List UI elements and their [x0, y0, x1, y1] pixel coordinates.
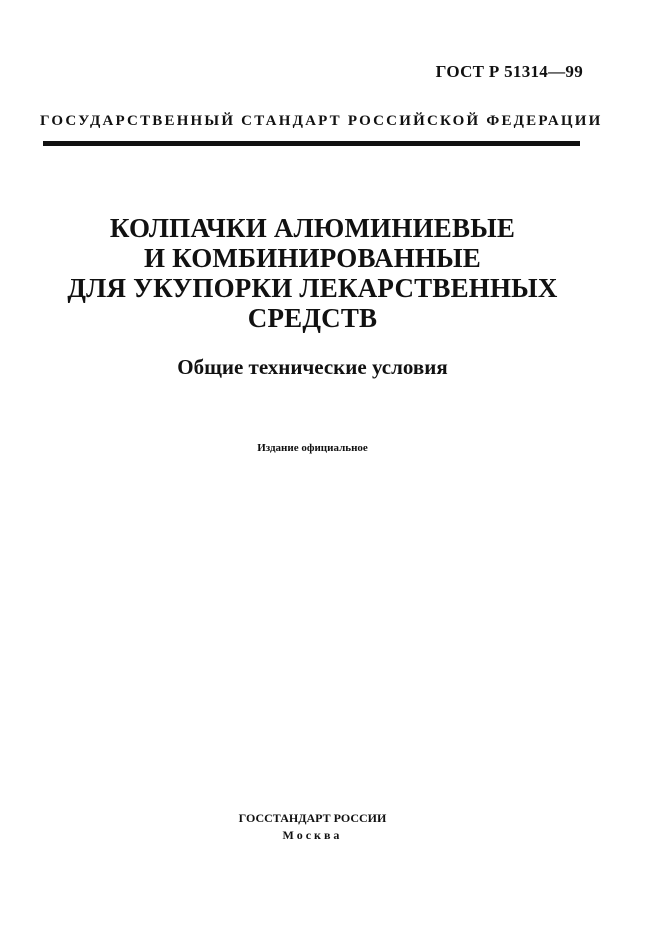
- publisher-name: ГОССТАНДАРТ РОССИИ: [238, 811, 387, 825]
- title-line: СРЕДСТВ: [247, 303, 378, 333]
- document-number: ГОСТ Р 51314—99: [435, 62, 583, 81]
- document-subtitle: Общие технические условия: [177, 355, 448, 379]
- title-line: КОЛПАЧКИ АЛЮМИНИЕВЫЕ: [109, 213, 516, 243]
- title-line: И КОМБИНИРОВАННЫЕ: [143, 243, 482, 273]
- edition-note: Издание официальное: [257, 442, 368, 454]
- header-divider: [43, 141, 580, 146]
- publication-city: Москва: [282, 828, 343, 842]
- standard-header: ГОСУДАРСТВЕННЫЙ СТАНДАРТ РОССИЙСКОЙ ФЕДЕРАЦИИ: [40, 113, 603, 129]
- document-title: [60, 213, 565, 333]
- title-line: ДЛЯ УКУПОРКИ ЛЕКАРСТВЕННЫХ: [67, 273, 558, 303]
